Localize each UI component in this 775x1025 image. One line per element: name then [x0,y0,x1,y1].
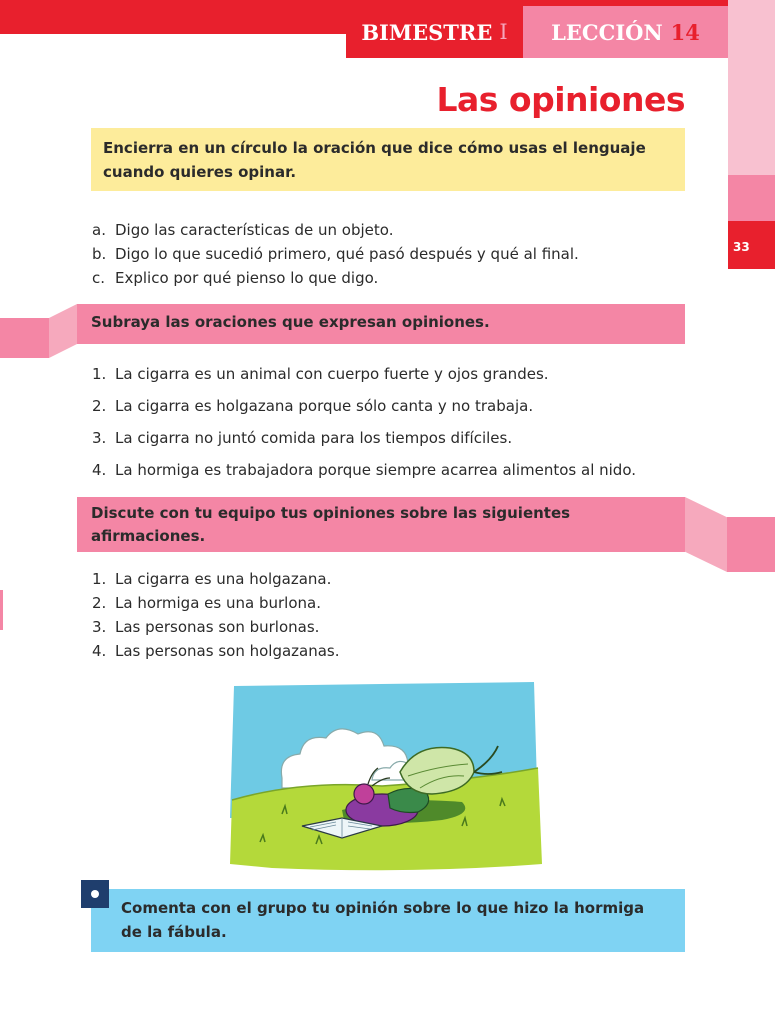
list-item [92,358,636,390]
left-ribbon-tab [0,318,49,358]
edge-tab-light [728,0,775,175]
item-marker: 2. [92,397,107,415]
instruction-discuss [77,497,685,552]
sentences-list [92,358,636,486]
left-ribbon-fold [49,304,77,358]
instruction-comment-line2: de la fábula. [121,923,227,941]
right-ribbon-fold [685,497,727,572]
leccion-number: 14 [670,19,700,45]
instruction-circle-text: Encierra en un círculo la oración que dice cómo usas el lenguaje cuando quieres opinar. [103,139,646,181]
item-text: La hormiga es trabajadora porque siempre acarrea alimentos al nido. [115,461,637,479]
item-marker: 4. [92,461,107,479]
instruction-circle [91,128,685,191]
bimestre-label: BIMESTRE [361,19,493,45]
bimestre-tab [346,6,523,58]
instruction-underline-text: Subraya las oraciones que expresan opiniones. [91,313,490,331]
instruction-comment-line1: Comenta con el grupo tu opinión sobre lo que hizo la hormiga [121,899,645,917]
instruction-discuss-line2: afirmaciones. [91,527,206,545]
item-marker: 2. [92,594,107,612]
list-item [92,591,340,615]
cicada-head [354,784,374,804]
page-number: 33 [733,240,750,254]
page-title: Las opiniones [436,80,685,119]
item-text: Digo las características de un objeto. [115,221,394,239]
edge-tab-pink [728,175,775,221]
item-text: La cigarra es un animal con cuerpo fuerte y ojos grandes. [115,365,549,383]
item-marker: b. [92,245,107,263]
list-item [92,390,636,422]
options-list [92,218,579,290]
right-ribbon-tab [727,517,775,572]
instruction-discuss-line1: Discute con tu equipo tus opiniones sobre las siguientes [91,504,571,522]
bimestre-number: I [499,20,508,44]
list-item [92,567,340,591]
item-text: La hormiga es una burlona. [115,594,321,612]
item-marker: 1. [92,570,107,588]
bullet-dot-icon [91,890,99,898]
page-number-tab [728,221,775,269]
item-marker: 1. [92,365,107,383]
item-text: La cigarra es una holgazana. [115,570,332,588]
leccion-tab [523,6,728,58]
left-edge-mark [0,590,3,630]
leccion-label: LECCIÓN [551,19,663,45]
item-text: La cigarra es holgazana porque sólo canta y no trabaja. [115,397,534,415]
item-marker: 3. [92,618,107,636]
item-marker: a. [92,221,106,239]
list-item [92,615,340,639]
instruction-comment [91,889,685,952]
list-item [92,639,340,663]
item-text: Explico por qué pienso lo que digo. [115,269,379,287]
list-item [92,242,579,266]
list-item [92,454,636,486]
cicada-illustration [212,668,546,878]
list-item [92,218,579,242]
item-text: Digo lo que sucedió primero, qué pasó después y qué al final. [115,245,579,263]
item-text: Las personas son holgazanas. [115,642,340,660]
item-marker: 3. [92,429,107,447]
item-text: La cigarra no juntó comida para los tiempos difíciles. [115,429,513,447]
statements-list [92,567,340,663]
bullet-square-icon [81,880,109,908]
list-item [92,422,636,454]
item-text: Las personas son burlonas. [115,618,320,636]
item-marker: c. [92,269,106,287]
item-marker: 4. [92,642,107,660]
list-item [92,266,579,290]
instruction-underline [77,304,685,344]
